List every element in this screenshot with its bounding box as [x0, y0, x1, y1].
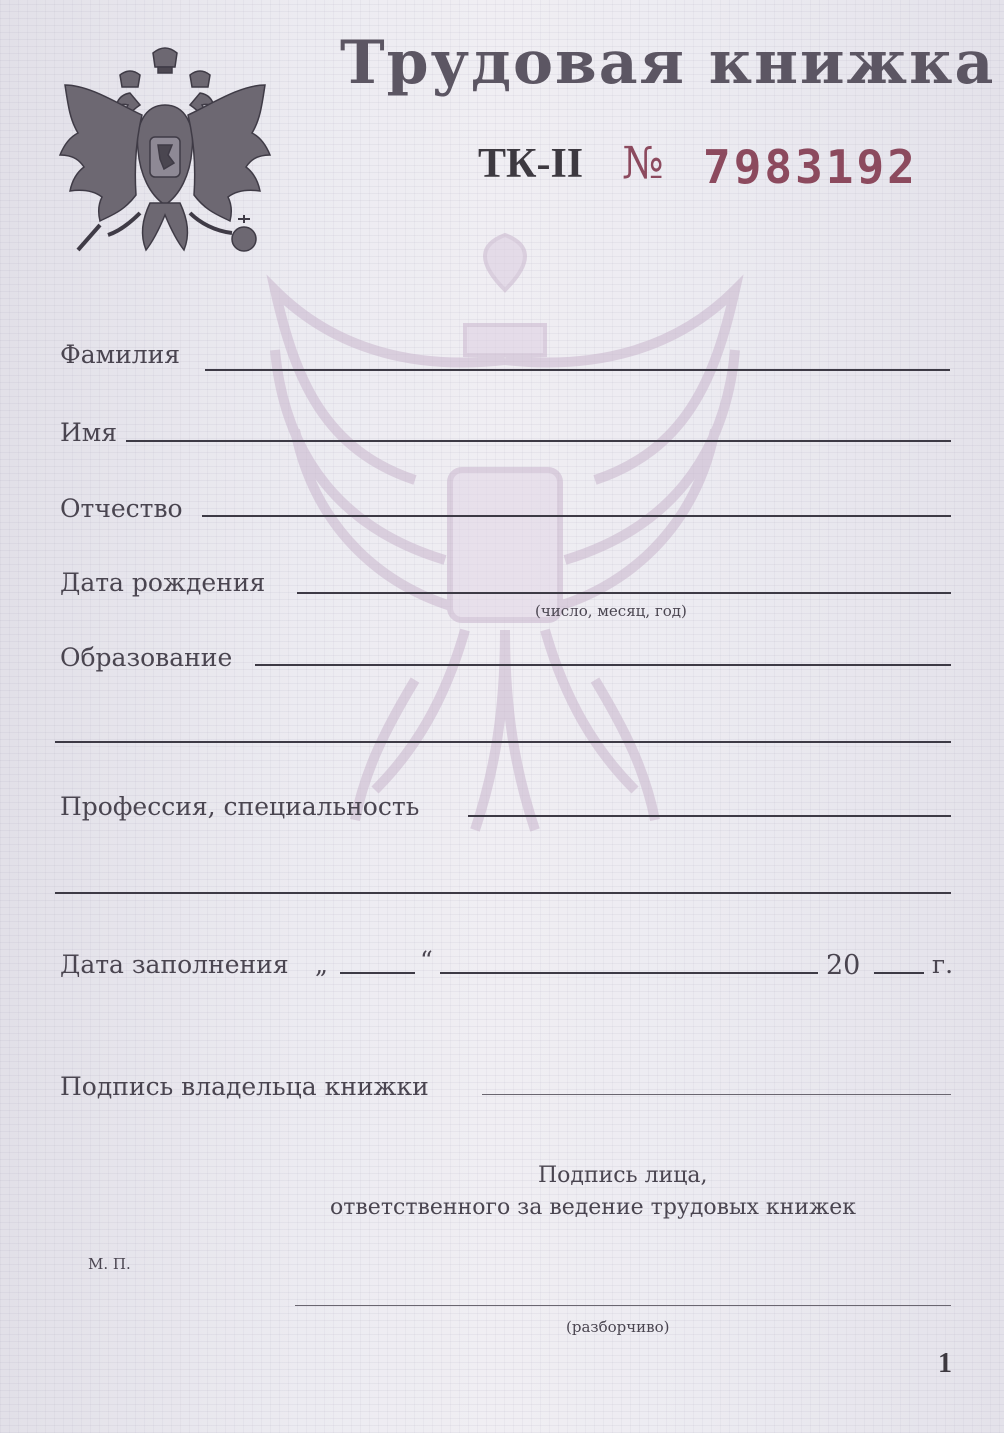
owner-signature-field[interactable]	[482, 1094, 951, 1095]
fill-date-day-field[interactable]	[340, 972, 415, 974]
surname-label: Фамилия	[60, 340, 181, 369]
birth-date-label: Дата рождения	[60, 568, 266, 597]
birth-date-field[interactable]	[297, 592, 951, 594]
number-sign: №	[622, 138, 664, 189]
patronymic-label: Отчество	[60, 494, 183, 523]
document-title: Трудовая книжка	[340, 28, 996, 98]
education-label: Образование	[60, 643, 233, 672]
fill-date-year-field[interactable]	[874, 972, 924, 974]
fill-date-month-field[interactable]	[440, 972, 818, 974]
document-number: 7983192	[703, 140, 918, 194]
profession-field-line-2[interactable]	[55, 892, 951, 894]
surname-field[interactable]	[205, 369, 950, 371]
responsible-signature-field[interactable]	[295, 1305, 951, 1306]
responsible-signature-subtitle: ответственного за ведение трудовых книжек	[330, 1195, 857, 1220]
page-number: 1	[938, 1348, 952, 1379]
stamp-place-label: М. П.	[88, 1255, 131, 1273]
name-field[interactable]	[126, 440, 951, 442]
fill-date-year-prefix: 20	[826, 950, 861, 981]
education-field[interactable]	[255, 664, 951, 666]
legibly-hint: (разборчиво)	[566, 1318, 670, 1336]
education-field-line-2[interactable]	[55, 741, 951, 743]
double-headed-eagle-icon	[50, 45, 280, 270]
profession-field[interactable]	[468, 815, 951, 817]
patronymic-field[interactable]	[202, 515, 951, 517]
profession-label: Профессия, специальность	[60, 792, 420, 821]
fill-date-open-quote: „	[315, 950, 328, 979]
series-label: ТК-II	[478, 141, 584, 187]
birth-date-hint: (число, месяц, год)	[535, 602, 687, 620]
fill-date-label: Дата заполнения	[60, 950, 289, 979]
watermark-eagle-icon	[215, 230, 795, 850]
fill-date-close-quote: “	[420, 946, 433, 975]
name-label: Имя	[60, 418, 118, 447]
owner-signature-label: Подпись владельца книжки	[60, 1072, 429, 1101]
fill-date-year-suffix: г.	[932, 950, 954, 979]
responsible-signature-title: Подпись лица,	[538, 1163, 708, 1188]
